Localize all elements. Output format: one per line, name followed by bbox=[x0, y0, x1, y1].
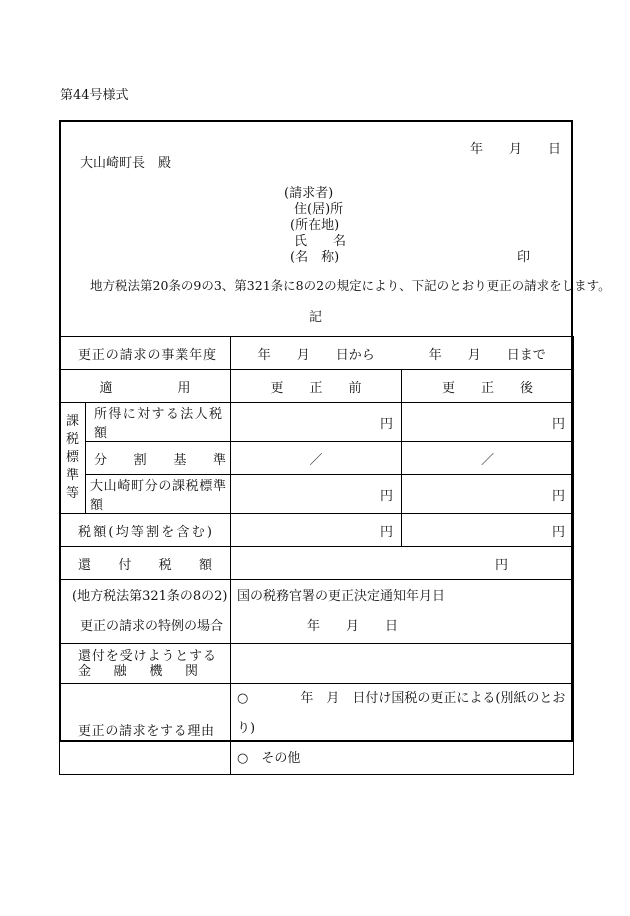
tax-amount-after[interactable]: 円 bbox=[402, 514, 574, 547]
reason-option-other[interactable]: ○ その他 bbox=[237, 751, 301, 766]
reason-row bbox=[60, 684, 574, 775]
tax-amount-row bbox=[60, 514, 574, 547]
date-line: 年 月 日 bbox=[470, 142, 562, 157]
refund-row bbox=[60, 547, 574, 580]
row-after[interactable]: 円 bbox=[402, 475, 574, 514]
statement: 地方税法第20条の9の3、第321条に8の2の規定により、下記のとおり更正の請求をします。 bbox=[90, 278, 611, 293]
col-item: 適 用 bbox=[60, 370, 231, 403]
row-label: 大山崎町分の課税標準額 bbox=[86, 475, 231, 514]
form-number: 第44号様式 bbox=[60, 88, 129, 103]
location-label: (所在地) bbox=[290, 218, 340, 233]
group-char: 標 bbox=[65, 450, 79, 465]
notice-date[interactable]: 年 月 日 bbox=[307, 618, 399, 634]
group-label bbox=[60, 403, 86, 514]
row-label: 所得に対する法人税額 bbox=[86, 403, 231, 442]
reason-label: 更正の請求をする理由 bbox=[78, 723, 215, 739]
refund-label: 還 付 税 額 bbox=[78, 557, 213, 573]
row-before[interactable]: ／ bbox=[231, 442, 402, 475]
table-row bbox=[60, 475, 574, 514]
row-label: 分 割 基 準 bbox=[86, 442, 231, 475]
special-case-line2: 更正の請求の特例の場合 bbox=[80, 618, 224, 634]
fiscal-year-to[interactable]: 年 月 日まで bbox=[402, 337, 574, 370]
row-after[interactable]: 円 bbox=[402, 403, 574, 442]
column-header-row bbox=[60, 370, 574, 403]
row-after[interactable]: ／ bbox=[402, 442, 574, 475]
group-char: 課 bbox=[65, 414, 79, 429]
fiscal-year-from[interactable]: 年 月 日から bbox=[231, 337, 402, 370]
group-char: 税 bbox=[65, 432, 79, 447]
refund-value[interactable]: 円 bbox=[231, 547, 574, 580]
row-before[interactable]: 円 bbox=[231, 403, 402, 442]
fiscal-year-row bbox=[60, 337, 574, 370]
special-case-row bbox=[60, 580, 574, 644]
col-after: 更 正 後 bbox=[402, 370, 574, 403]
notice-label: 国の税務官署の更正決定通知年月日 bbox=[237, 588, 446, 604]
requester-label: (請求者) bbox=[284, 186, 334, 201]
ki-mark: 記 bbox=[309, 310, 323, 325]
group-char: 等 bbox=[65, 486, 79, 501]
title-label: (名 称) bbox=[290, 250, 340, 265]
address-label: 住(居)所 bbox=[294, 202, 344, 217]
request-table bbox=[59, 336, 574, 775]
bank-line2: 金 融 機 関 bbox=[78, 663, 199, 679]
tax-amount-label: 税額(均等割を含む) bbox=[78, 524, 213, 540]
table-row bbox=[60, 403, 574, 442]
bank-line1: 還付を受けようとする bbox=[78, 648, 217, 664]
col-before: 更 正 前 bbox=[231, 370, 402, 403]
addressee: 大山崎町長 殿 bbox=[80, 156, 172, 171]
tax-amount-before[interactable]: 円 bbox=[231, 514, 402, 547]
table-row bbox=[60, 442, 574, 475]
reason-option-correction[interactable]: ○ 年 月 日付け国税の更正による(別紙のとおり) bbox=[237, 691, 566, 736]
bank-row bbox=[60, 644, 574, 684]
name-label: 氏 名 bbox=[294, 234, 347, 249]
special-case-line1: (地方税法第321条の8の2) bbox=[72, 588, 228, 604]
seal-mark: 印 bbox=[517, 250, 531, 265]
bank-value[interactable] bbox=[231, 644, 574, 684]
row-before[interactable]: 円 bbox=[231, 475, 402, 514]
fiscal-year-label: 更正の請求の事業年度 bbox=[78, 347, 217, 363]
group-char: 準 bbox=[65, 468, 79, 483]
